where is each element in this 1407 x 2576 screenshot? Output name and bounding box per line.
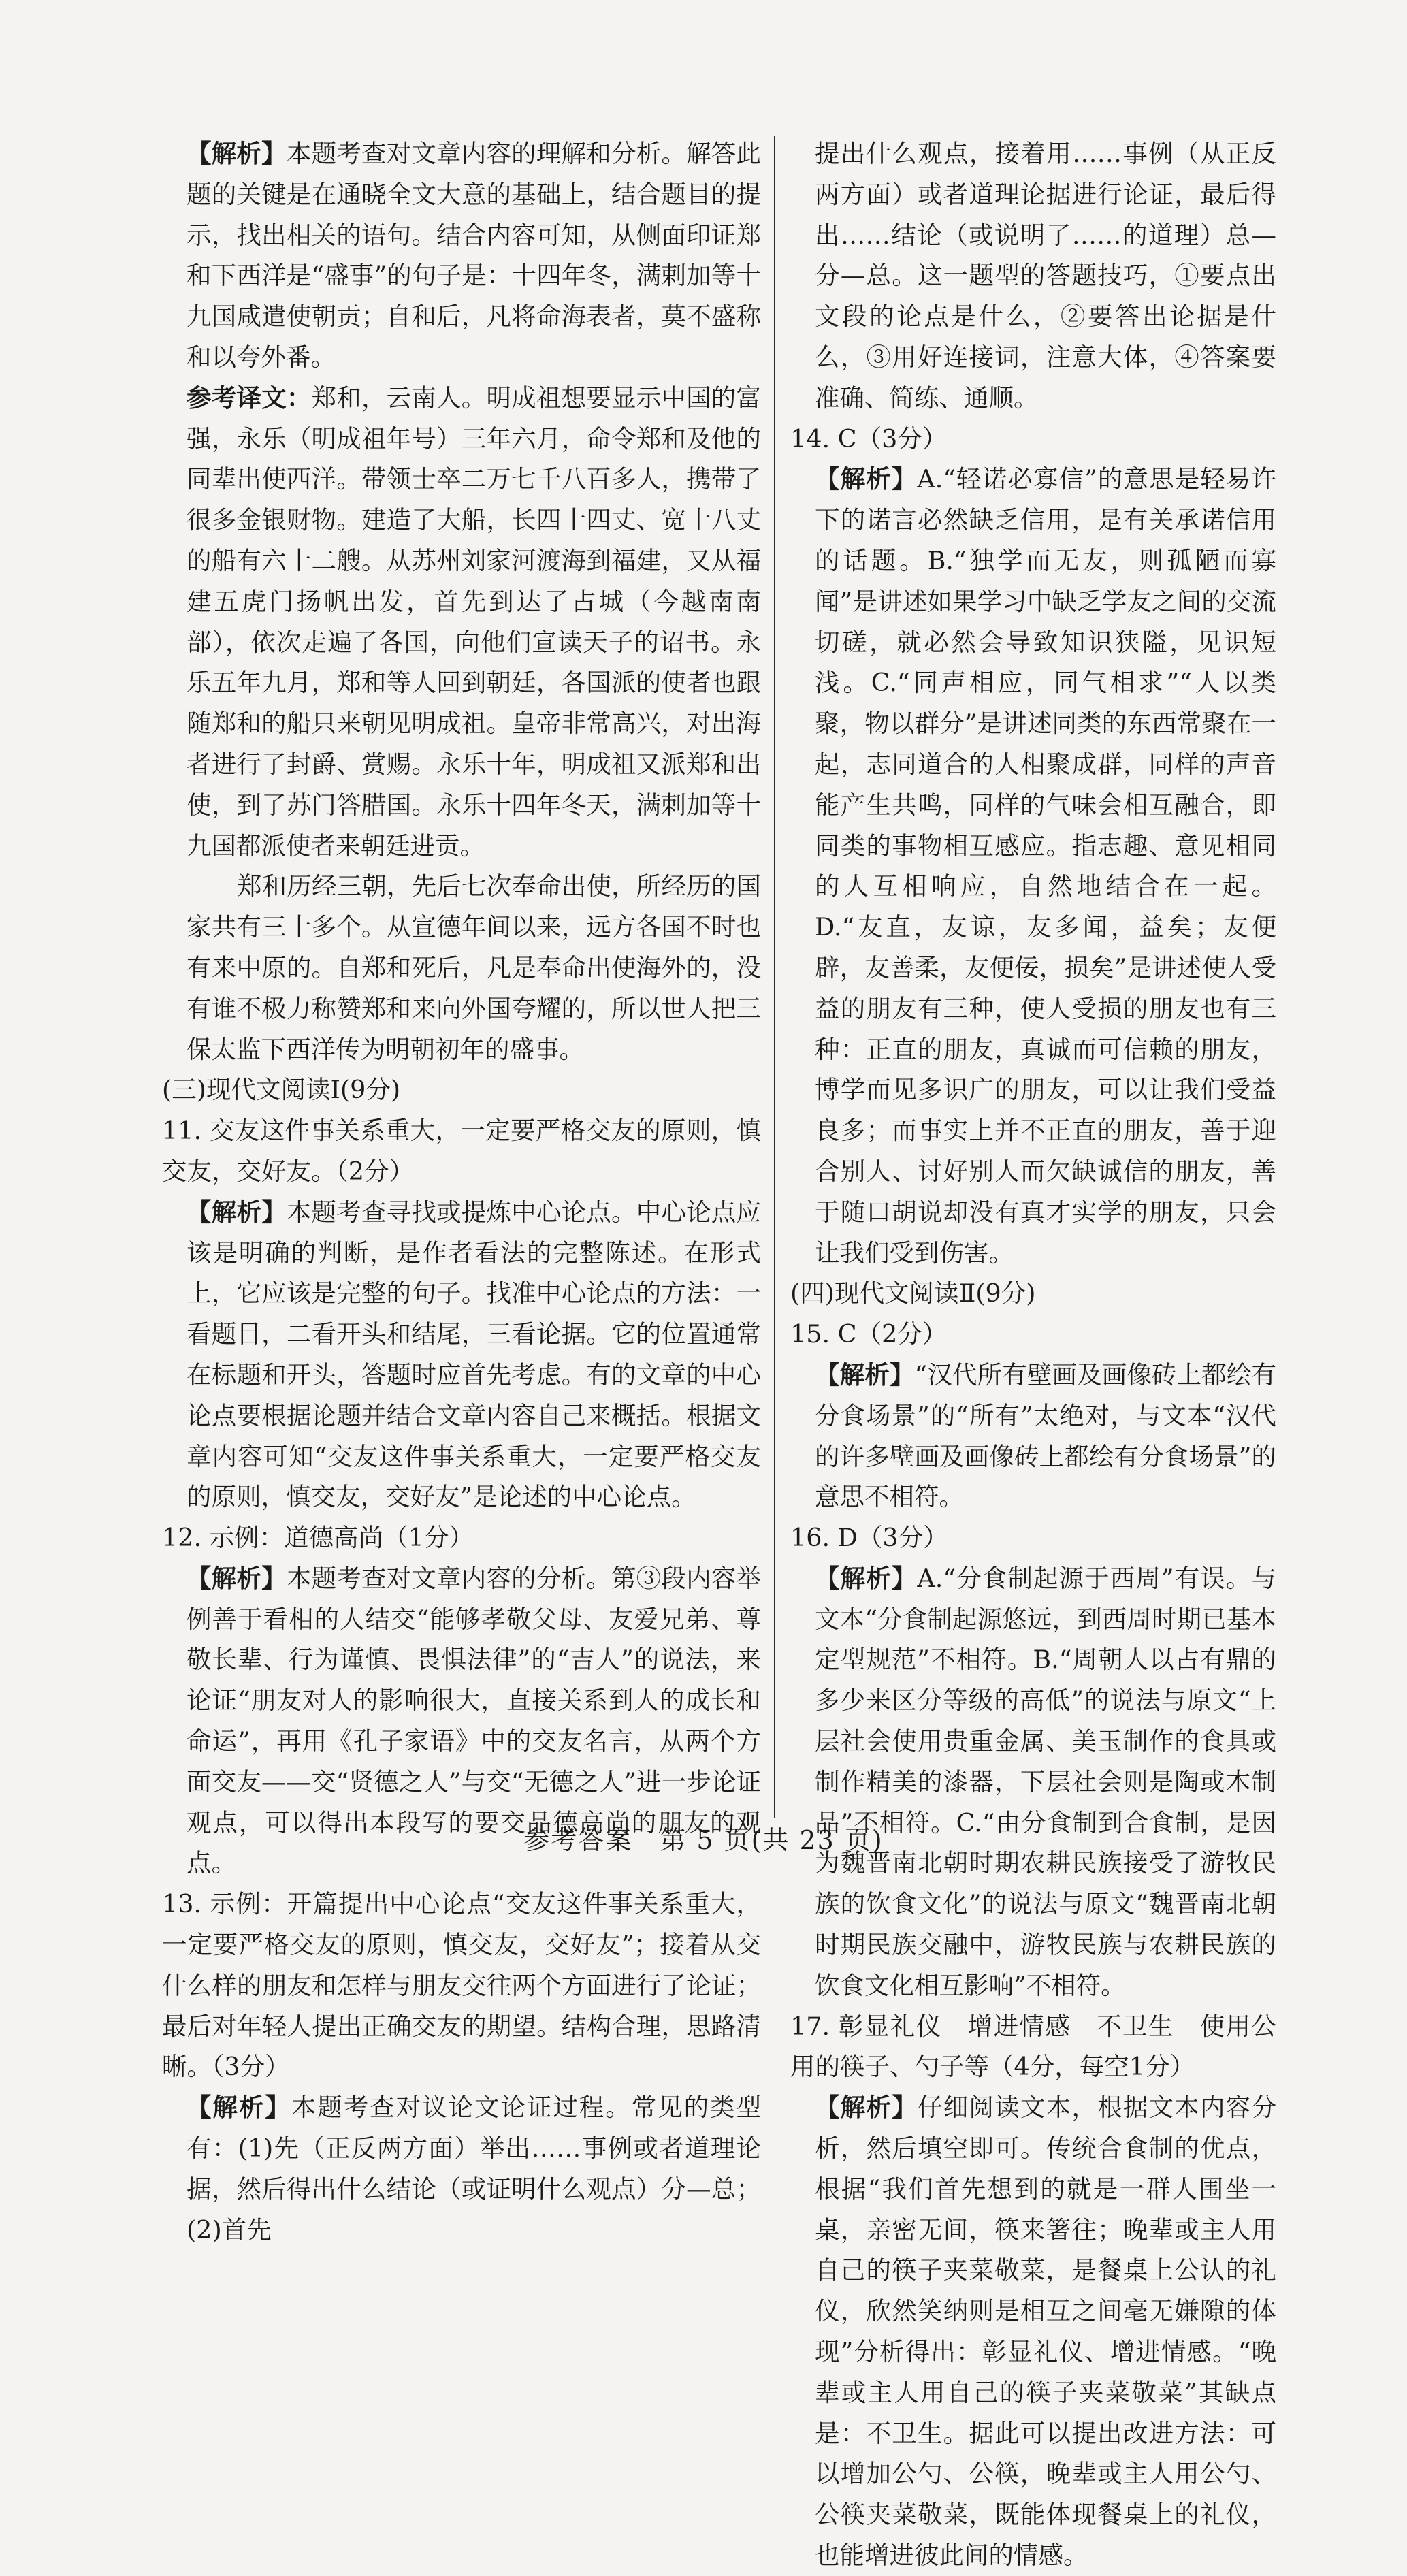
- section-heading: (三)现代文阅读Ⅰ(9分): [162, 1075, 401, 1105]
- analysis-paragraph: [790, 2087, 1276, 2576]
- analysis-text: 本题考查对议论文论证过程。常见的类型有：(1)先（正反两方面）举出……事例或者道理论据，然后得出什么结论（或证明什么观点）分—总；(2)首先: [187, 2093, 762, 2244]
- analysis-paragraph: [162, 133, 761, 378]
- analysis-label: 【解析】: [815, 2093, 918, 2123]
- analysis-text: 仔细阅读文本，根据文本内容分析，然后填空即可。传统合食制的优点，根据“我们首先想到的就是一群人围坐一桌，亲密无间，筷来箸往；晚辈或主人用自己的筷子夹菜敬菜，是餐桌上公认的礼仪，欣然笑纳则是相互之间毫无嫌隙的体现”分析得出：彰显礼仪、增进情感。“晚辈或主人用自己的筷子夹菜敬菜”其缺点是：不卫生。据此可以提出改进方法：可以增加公勺、公筷，晚辈或主人用公勺、公筷夹菜敬菜，既能体现餐桌上的礼仪，也能增进彼此间的情感。: [815, 2093, 1277, 2571]
- analysis-text: A.“分食制起源于西周”有误。与文本“分食制起源悠远，到西周时期已基本定型规范”不相符。B.“周朝人以占有鼎的多少来区分等级的高低”的说法与原文“上层社会使用贵重金属、美玉制作的食具或制作精美的漆器，下层社会则是陶或木制品”不相符。C.“由分食制到合食制，是因为魏晋南北朝时期农耕民族接受了游牧民族的饮食文化”的说法与原文“魏晋南北朝时期民族交融中，游牧民族与农耕民族的饮食文化相互影响”不相符。: [815, 1563, 1277, 2000]
- analysis-label: 【解析】: [187, 139, 287, 168]
- analysis-paragraph: [162, 1192, 761, 1517]
- analysis-text: 本题考查对文章内容的理解和分析。解答此题的关键是在通晓全文大意的基础上，结合题目的提示，找出相关的语句。结合内容可知，从侧面印证郑和下西洋是“盛事”的句子是：十四年冬，满剌加等十九国咸遣使朝贡；自和后，凡将命海表者，莫不盛称和以夸外番。: [187, 139, 762, 372]
- analysis-label: 【解析】: [187, 2093, 291, 2123]
- analysis-label: 【解析】: [187, 1197, 287, 1227]
- question-answer: 11. 交友这件事关系重大，一定要严格交友的原则，慎交友，交好友。（2分）: [162, 1116, 761, 1186]
- analysis-label: 参考译文：: [187, 383, 312, 413]
- left-column: [162, 133, 761, 2250]
- analysis-text: 郑和，云南人。明成祖想要显示中国的富强，永乐（明成祖年号）三年六月，命令郑和及他的同辈出使西洋。带领士卒二万七千八百多人，携带了很多金银财物。建造了大船，长四十四丈、宽十八丈的船有六十二艘。从苏州刘家河渡海到福建，又从福建五虎门扬帆出发，首先到达了占城（今越南南部），依次走遍了各国，向他们宣读天子的诏书。永乐五年九月，郑和等人回到朝廷，各国派的使者也跟随郑和的船只来朝见明成祖。皇帝非常高兴，对出海者进行了封爵、赏赐。永乐十年，明成祖又派郑和出使，到了苏门答腊国。永乐十四年冬天，满剌加等十九国都派使者来朝廷进贡。: [187, 383, 762, 860]
- question-answer: 12. 示例：道德高尚（1分）: [162, 1523, 474, 1553]
- analysis-text: 本题考查对文章内容的分析。第③段内容举例善于看相的人结交“能够孝敬父母、友爱兄弟、尊敬长辈、行为谨慎、畏惧法律”的“吉人”的说法，来论证“朋友对人的影响很大，直接关系到人的成长和命运”，再用《孔子家语》中的交友名言，从两个方面交友——交“贤德之人”与交“无德之人”进一步论证观点，可以得出本段写的要交品德高尚的朋友的观点。: [187, 1563, 762, 1878]
- analysis-label: 【解析】: [815, 1563, 918, 1593]
- analysis-paragraph: [790, 1355, 1276, 1517]
- analysis-label: 【解析】: [187, 1563, 287, 1593]
- question-answer: 15. C（2分）: [790, 1319, 948, 1349]
- question-answer: 17. 彰显礼仪 增进情感 不卫生 使用公用的筷子、勺子等（4分，每空1分）: [790, 2011, 1276, 2082]
- analysis-paragraph: [790, 133, 1276, 419]
- analysis-text: A.“轻诺必寡信”的意思是轻易许下的诺言必然缺乏信用，是有关承诺信用的话题。B.“独学而无友，则孤陋而寡闻”是讲述如果学习中缺乏学友之间的交流切磋，就必然会导致知识狭隘，见识短浅。C.“同声相应，同气相求”“人以类聚，物以群分”是讲述同类的东西常聚在一起，志同道合的人相聚成群，同样的声音能产生共鸣，同样的气味会相互融合，即同类的事物相互感应。指志趣、意见相同的人互相响应，自然地结合在一起。D.“友直，友谅，友多闻，益矣；友便辟，友善柔，友便佞，损矣”是讲述使人受益的朋友有三种，使人受损的朋友也有三种：正直的朋友，真诚而可信赖的朋友，博学而见多识广的朋友，可以让我们受益良多；而事实上并不正直的朋友，善于迎合别人、讨好别人而欠缺诚信的朋友，善于随口胡说却没有真才实学的朋友，只会让我们受到伤害。: [815, 464, 1277, 1268]
- analysis-paragraph: [790, 1558, 1276, 2006]
- analysis-label: 【解析】: [815, 464, 918, 494]
- analysis-text: 提出什么观点，接着用……事例（从正反两方面）或者道理论据进行论证，最后得出……结论（或说明了……的道理）总—分—总。这一题型的答题技巧，①要点出文段的论点是什么，②要答出论据是什么，③用好连接词，注意大体，④答案要准确、简练、通顺。: [815, 139, 1276, 413]
- translation-paragraph: 郑和历经三朝，先后七次奉命出使，所经历的国家共有三十多个。从宣德年间以来，远方各国不时也有来中原的。自郑和死后，凡是奉命出使海外的，没有谁不极力称赞郑和来向外国夸耀的，所以世人把三保太监下西洋传为明朝初年的盛事。: [187, 871, 761, 1064]
- analysis-text: 本题考查寻找或提炼中心论点。中心论点应该是明确的判断，是作者看法的完整陈述。在形式上，它应该是完整的句子。找准中心论点的方法：一看题目，二看开头和结尾，三看论据。它的位置通常在标题和开头，答题时应首先考虑。有的文章的中心论点要根据论题并结合文章内容自己来概括。根据文章内容可知“交友这件事关系重大，一定要严格交友的原则，慎交友，交好友”是论述的中心论点。: [187, 1197, 762, 1512]
- section-heading: (四)现代文阅读Ⅱ(9分): [790, 1278, 1036, 1308]
- column-divider: [774, 136, 775, 1818]
- question-answer: 14. C（3分）: [790, 423, 948, 453]
- page-footer: 参考答案 第 5 页(共 23 页): [523, 1825, 884, 1855]
- analysis-label: 【解析】: [815, 1359, 915, 1389]
- analysis-paragraph: [162, 2087, 761, 2250]
- right-column: [790, 133, 1276, 2576]
- analysis-paragraph: [162, 378, 761, 867]
- analysis-text: “汉代所有壁画及画像砖上都绘有分食场景”的“所有”太绝对，与文本“汉代的许多壁画及画像砖上都绘有分食场景”的意思不相符。: [815, 1359, 1277, 1512]
- question-answer: 13. 示例：开篇提出中心论点“交友这件事关系重大，一定要严格交友的原则，慎交友，交好友”；接着从交什么样的朋友和怎样与朋友交往两个方面进行了论证；最后对年轻人提出正确交友的期望。结构合理，思路清晰。（3分）: [162, 1889, 761, 2082]
- question-answer: 16. D（3分）: [790, 1523, 948, 1553]
- analysis-paragraph: [790, 459, 1276, 1273]
